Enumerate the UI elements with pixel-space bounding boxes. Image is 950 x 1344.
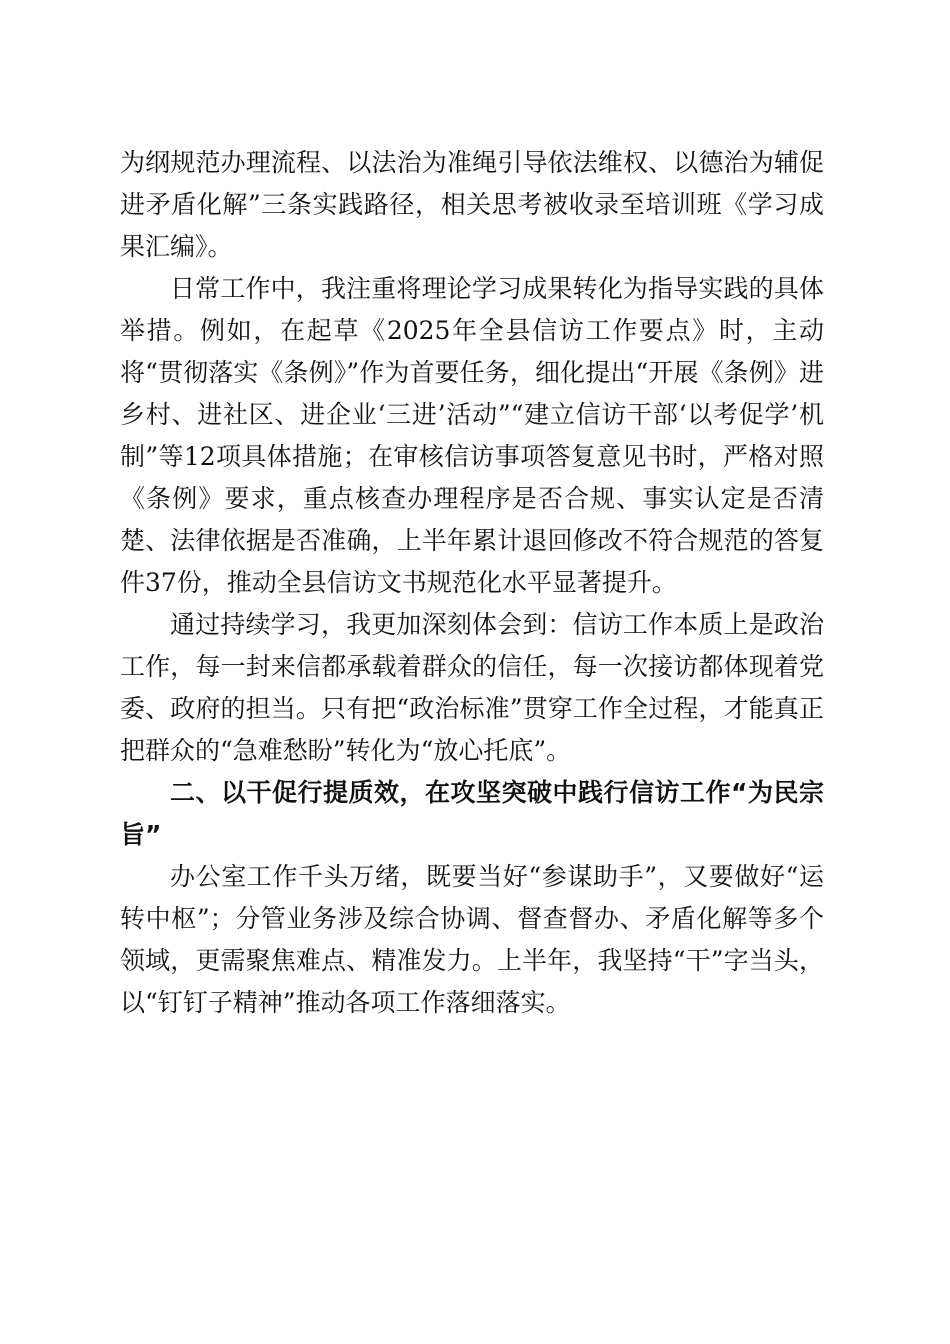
document-body <box>120 142 824 1024</box>
paragraph-continuation: 为纲规范办理流程、以法治为准绳引导依法维权、以德治为辅促进矛盾化解”三条实践路径，相关思考被收录至培训班《学习成果汇编》。 <box>120 148 824 261</box>
paragraph-office-work: 办公室工作千头万绪，既要当好“参谋助手”，又要做好“运转中枢”；分管业务涉及综合协调、督查督办、矛盾化解等多个领域，更需聚焦难点、精准发力。上半年，我坚持“干”字当头，以“钉钉子精神”推动各项工作落细落实。 <box>120 862 824 1017</box>
paragraph-learning-insight: 通过持续学习，我更加深刻体会到：信访工作本质上是政治工作，每一封来信都承载着群众的信任，每一次接访都体现着党委、政府的担当。只有把“政治标准”贯穿工作全过程，才能真正把群众的“急难愁盼”转化为“放心托底”。 <box>120 610 824 765</box>
section-heading-two: 二、以干促行提质效，在攻坚突破中践行信访工作“为民宗旨” <box>120 778 824 849</box>
paragraph-daily-work: 日常工作中，我注重将理论学习成果转化为指导实践的具体举措。例如，在起草《2025年全县信访工作要点》时，主动将“贯彻落实《条例》”作为首要任务，细化提出“开展《条例》进乡村、进社区、进企业‘三进’活动”“建立信访干部‘以考促学’机制”等12项具体措施；在审核信访事项答复意见书时，严格对照《条例》要求，重点核查办理程序是否合规、事实认定是否清楚、法律依据是否准确，上半年累计退回修改不符合规范的答复件37份，推动全县信访文书规范化水平显著提升。 <box>120 274 824 597</box>
